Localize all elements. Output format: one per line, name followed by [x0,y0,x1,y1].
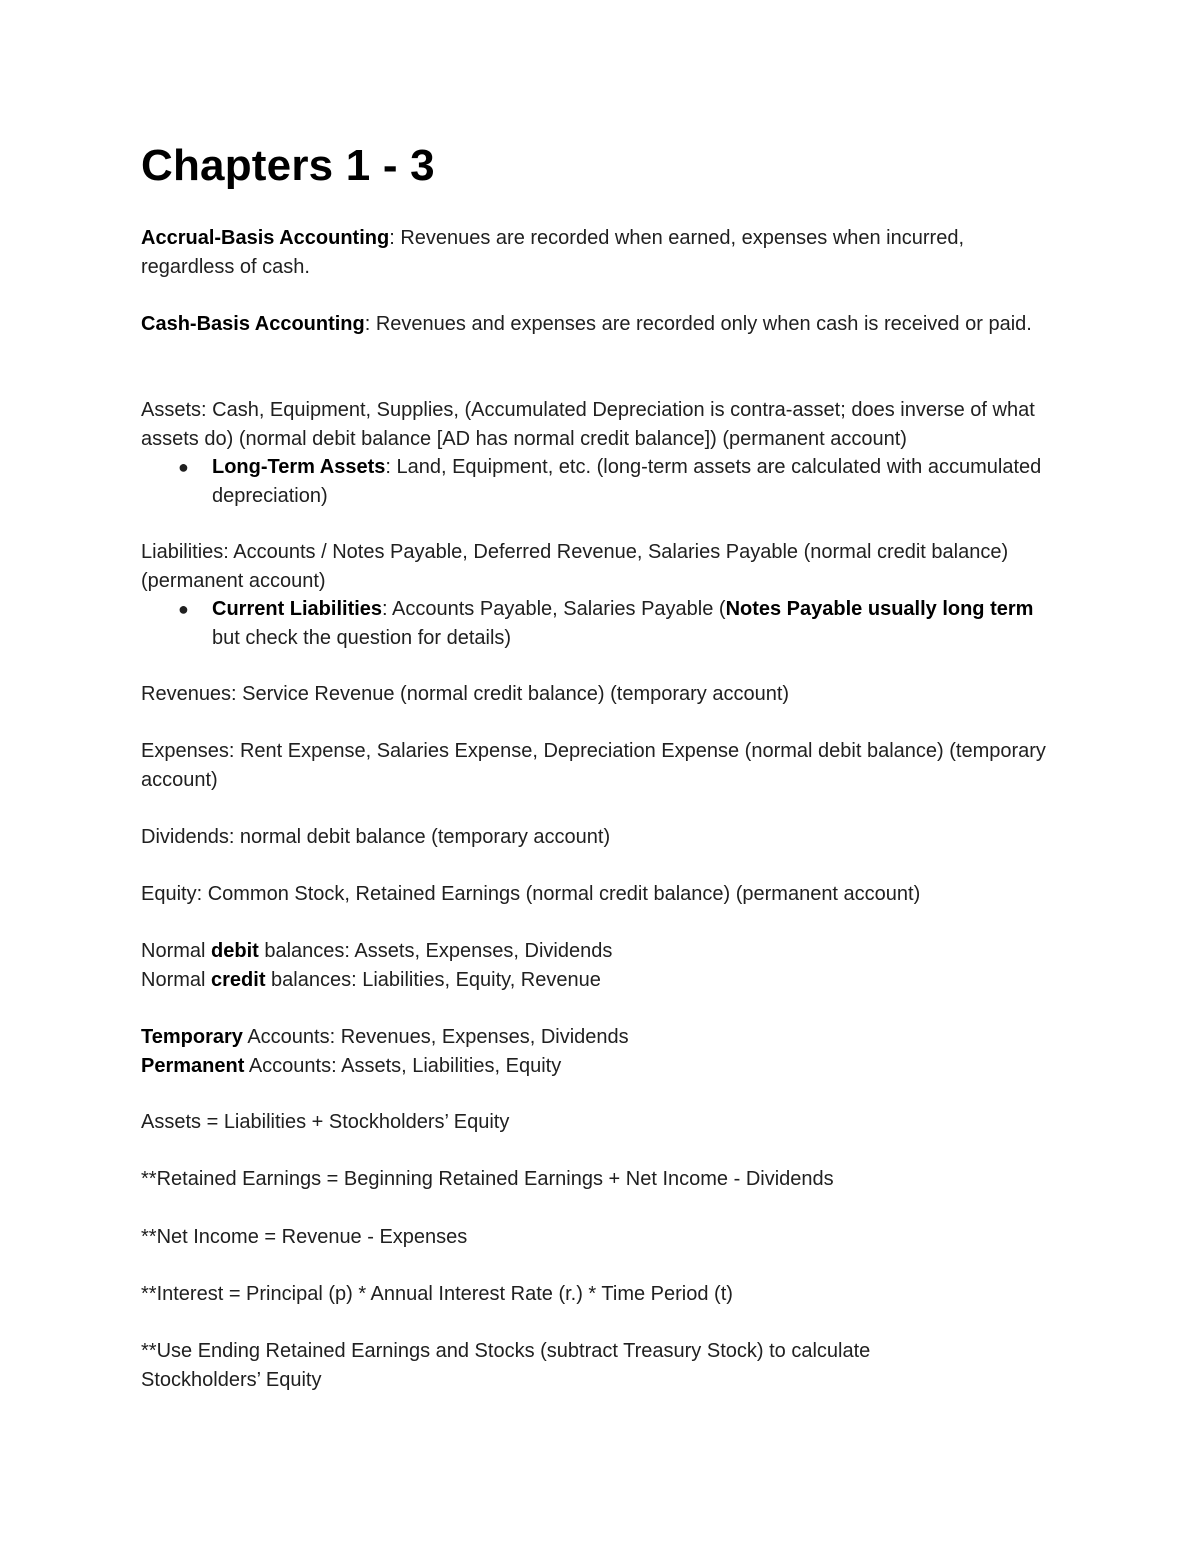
liabilities-paragraph [141,538,1061,652]
list-item [141,453,1061,510]
cash-basis-definition: : Revenues and expenses are recorded only when cash is received or paid. [364,313,1032,335]
stockholders-equity-note: **Use Ending Retained Earnings and Stocks (subtract Treasury Stock) to calculate Stockholders’ Equity [141,1340,871,1391]
normal-debit-bold: debit [211,940,259,962]
accounting-equation: Assets = Liabilities + Stockholders’ Equity [141,1111,510,1133]
cash-basis-paragraph [141,310,1061,339]
current-liabilities-text: : Accounts Payable, Salaries Payable ( [382,598,726,620]
account-types-paragraph [141,1023,1061,1080]
liabilities-text: Liabilities: Accounts / Notes Payable, Deferred Revenue, Salaries Payable (normal credit balance) (permanent account) [141,541,1009,592]
dividends-paragraph: Dividends: normal debit balance (temporary account) [141,826,611,848]
permanent-accounts-line [141,1052,1061,1081]
permanent-bold: Permanent [141,1054,245,1077]
revenues-paragraph: Revenues: Service Revenue (normal credit balance) (temporary account) [141,683,790,705]
normal-debit-suffix: balances: Assets, Expenses, Dividends [258,940,613,962]
current-liabilities-text-end: but check the question for details) [212,626,512,649]
retained-earnings-formula: **Retained Earnings = Beginning Retained Earnings + Net Income - Dividends [141,1168,834,1190]
cash-basis-term: Cash-Basis Accounting [141,313,365,335]
liabilities-bullet-list [141,595,1061,652]
list-item [141,595,1061,652]
long-term-assets-text: : Land, Equipment, etc. (long-term assets are calculated with accumulated depreciation) [212,456,1042,507]
net-income-formula: **Net Income = Revenue - Expenses [141,1226,468,1248]
normal-debit-prefix: Normal [141,940,212,962]
bullet-icon: ● [178,599,189,619]
equity-paragraph: Equity: Common Stock, Retained Earnings (normal credit balance) (permanent account) [141,883,921,905]
normal-credit-bold: credit [211,968,266,991]
long-term-assets-term: Long-Term Assets [212,456,386,478]
temporary-bold: Temporary [141,1026,243,1048]
current-liabilities-term: Current Liabilities [212,598,383,620]
accrual-basis-term: Accrual-Basis Accounting [141,227,390,249]
normal-credit-suffix: balances: Liabilities, Equity, Revenue [265,968,601,991]
permanent-accounts-text: Accounts: Assets, Liabilities, Equity [244,1054,562,1077]
normal-credit-prefix: Normal [141,968,212,991]
temporary-accounts-line [141,1023,1061,1052]
interest-formula: **Interest = Principal (p) * Annual Interest Rate (r.) * Time Period (t) [141,1283,733,1305]
assets-text: Assets: Cash, Equipment, Supplies, (Accumulated Depreciation is contra-asset; does inverse of what assets do) (normal debit balance [AD has normal credit balance]) (permanent account) [141,399,1035,450]
normal-debit-line [141,937,1061,966]
accrual-basis-paragraph [141,224,1061,281]
normal-balances-paragraph [141,937,1061,994]
assets-bullet-list [141,453,1061,510]
notes-payable-note: Notes Payable usually long term [725,598,1034,620]
accrual-basis-definition: : Revenues are recorded when earned, expenses when incurred, regardless of cash. [141,227,964,278]
bullet-icon: ● [178,457,189,477]
assets-paragraph [141,396,1061,510]
expenses-paragraph: Expenses: Rent Expense, Salaries Expense, Depreciation Expense (normal debit balance) (temporary account) [141,740,1046,791]
page-title: Chapters 1 - 3 [141,141,435,190]
temporary-accounts-text: Accounts: Revenues, Expenses, Dividends [242,1026,629,1048]
normal-credit-line [141,966,1061,995]
